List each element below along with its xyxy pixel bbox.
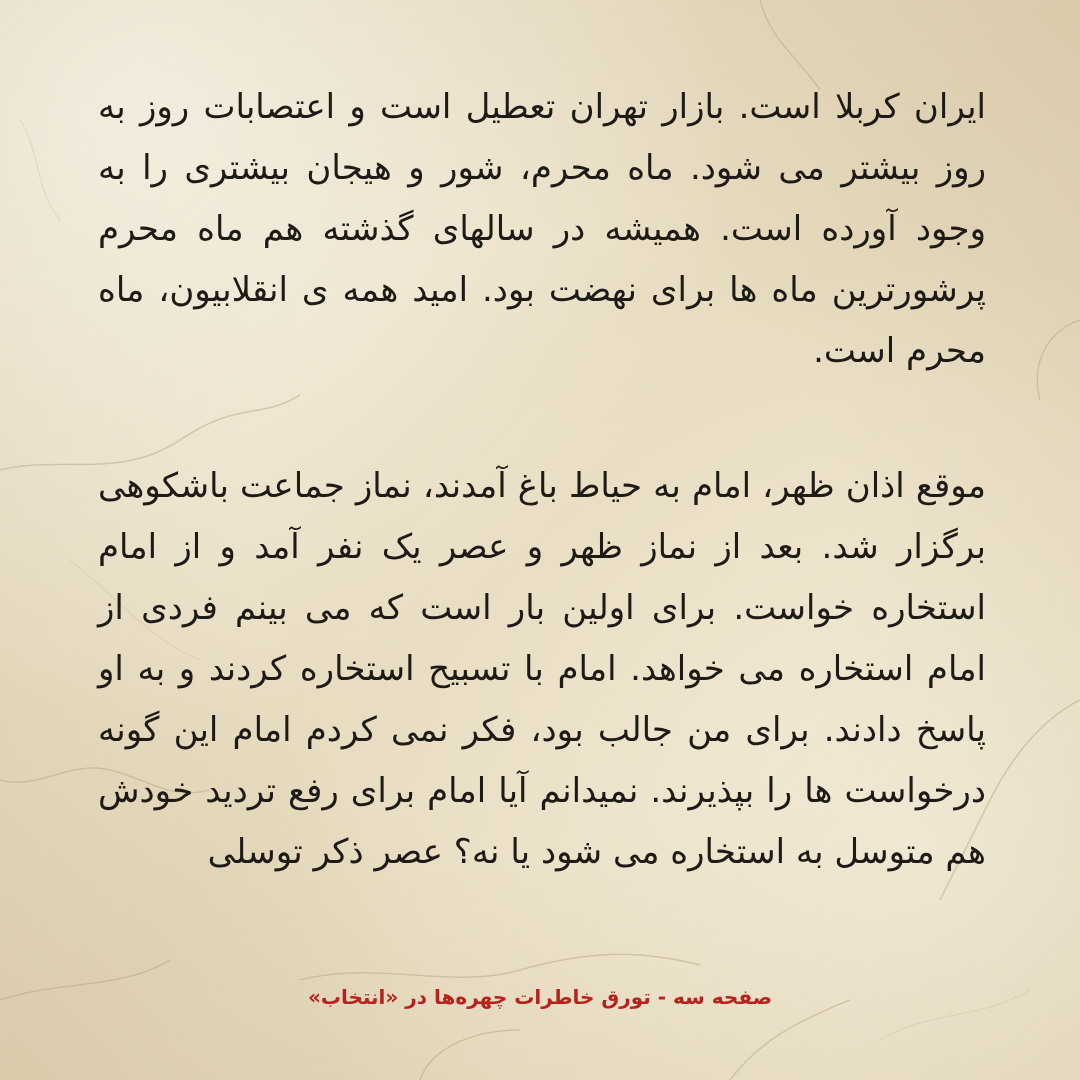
paragraph-2: موقع اذان ظهر، امام به حیاط باغ آمدند، نماز جماعت باشکوهی برگزار شد. بعد از نماز ظهر و عصر یک نفر آمد و از امام استخاره خواست. برای اولین بار است که می بینم فردی از امام استخاره می خواهد. امام با تسبیح استخاره کردند و به او پاسخ دادند. برای من جالب بود، فکر نمی کردم امام این گونه درخواست ها را بپذیرند. نمیدانم آیا امام برای رفع تردید خودش هم متوسل به استخاره می شود یا نه؟ عصر ذکر توسلی xyxy=(98,466,986,872)
paragraph-1: ایران کربلا است. بازار تهران تعطیل است و اعتصابات روز به روز بیشتر می شود. ماه محرم، شور و هیجان بیشتری را به وجود آورده است. همیشه در سالهای گذشته هم ماه محرم پرشورترین ماه ها برای نهضت بود. امید همه ی انقلابیون، ماه محرم است. xyxy=(98,87,986,371)
page-footer: صفحه سه - تورق خاطرات چهره‌ها در «انتخاب» xyxy=(307,985,773,1009)
